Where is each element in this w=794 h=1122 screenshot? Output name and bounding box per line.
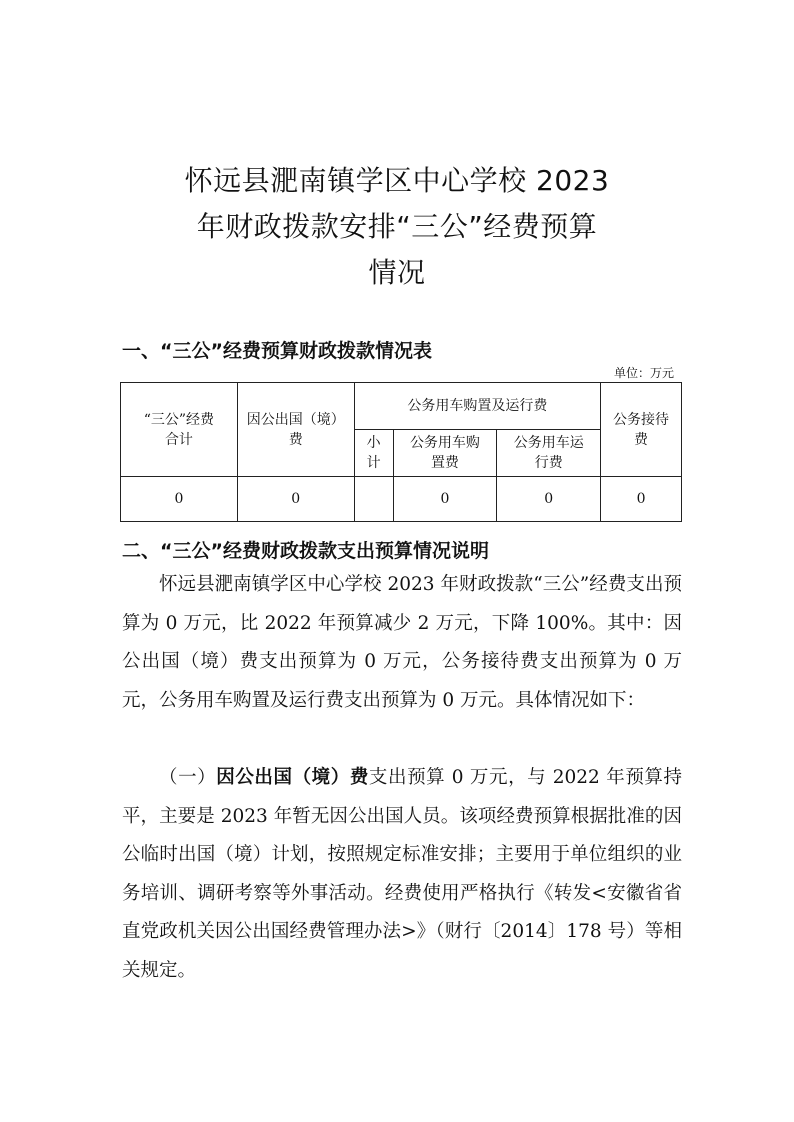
section-2-heading: 二、“三公”经费财政拨款支出预算情况说明 bbox=[122, 540, 489, 562]
header-abroad: 因公出国（境） 费 bbox=[237, 383, 354, 477]
budget-table bbox=[120, 382, 682, 522]
title-line-2: 年财政拨款安排“三公”经费预算 bbox=[196, 210, 598, 243]
cell-subtotal bbox=[354, 477, 393, 522]
table-row bbox=[121, 477, 682, 522]
header-subtotal: 小 计 bbox=[354, 430, 393, 477]
header-reception: 公务接待 费 bbox=[601, 383, 682, 477]
section-1-heading: 一、“三公”经费预算财政拨款情况表 bbox=[122, 340, 432, 362]
document-title bbox=[0, 158, 794, 296]
paragraph-prefix: （一） bbox=[159, 767, 217, 788]
paragraph-bold-term: 因公出国（境）费 bbox=[216, 767, 369, 788]
header-vehicle-purchase: 公务用车购 置费 bbox=[393, 430, 497, 477]
paragraph-abroad-expense bbox=[122, 759, 682, 990]
cell-purchase: 0 bbox=[393, 477, 497, 522]
title-line-1: 怀远县淝南镇学区中心学校 2023 bbox=[184, 164, 610, 197]
header-vehicle-group: 公务用车购置及运行费 bbox=[354, 383, 601, 430]
cell-reception: 0 bbox=[601, 477, 682, 522]
cell-operation: 0 bbox=[497, 477, 601, 522]
cell-abroad: 0 bbox=[237, 477, 354, 522]
title-line-3: 情况 bbox=[368, 256, 426, 289]
cell-total: 0 bbox=[121, 477, 238, 522]
header-vehicle-operation: 公务用车运 行费 bbox=[497, 430, 601, 477]
paragraph-body: 支出预算 0 万元，与 2022 年预算持平，主要是 2023 年暂无因公出国人员。该项经费预算根据批准的因公临时出国（境）计划，按照规定标准安排；主要用于单位组织的业务培训、调研考察等外事活动。经费使用严格执行《转发<安徽省省直党政机关因公出国经费管理办法>》（财行〔2014〕178 号）等相关规定。 bbox=[122, 767, 682, 981]
unit-label: 单位：万元 bbox=[613, 366, 674, 380]
paragraph-summary: 怀远县淝南镇学区中心学校 2023 年财政拨款“三公”经费支出预算为 0 万元，比 2022 年预算减少 2 万元，下降 100%。其中：因公出国（境）费支出预算为 0 万元，公务接待费支出预算为 0 万元，公务用车购置及运行费支出预算为 0 万元。具体情况如下： bbox=[122, 574, 682, 711]
header-total: “三公”经费 合计 bbox=[121, 383, 238, 477]
